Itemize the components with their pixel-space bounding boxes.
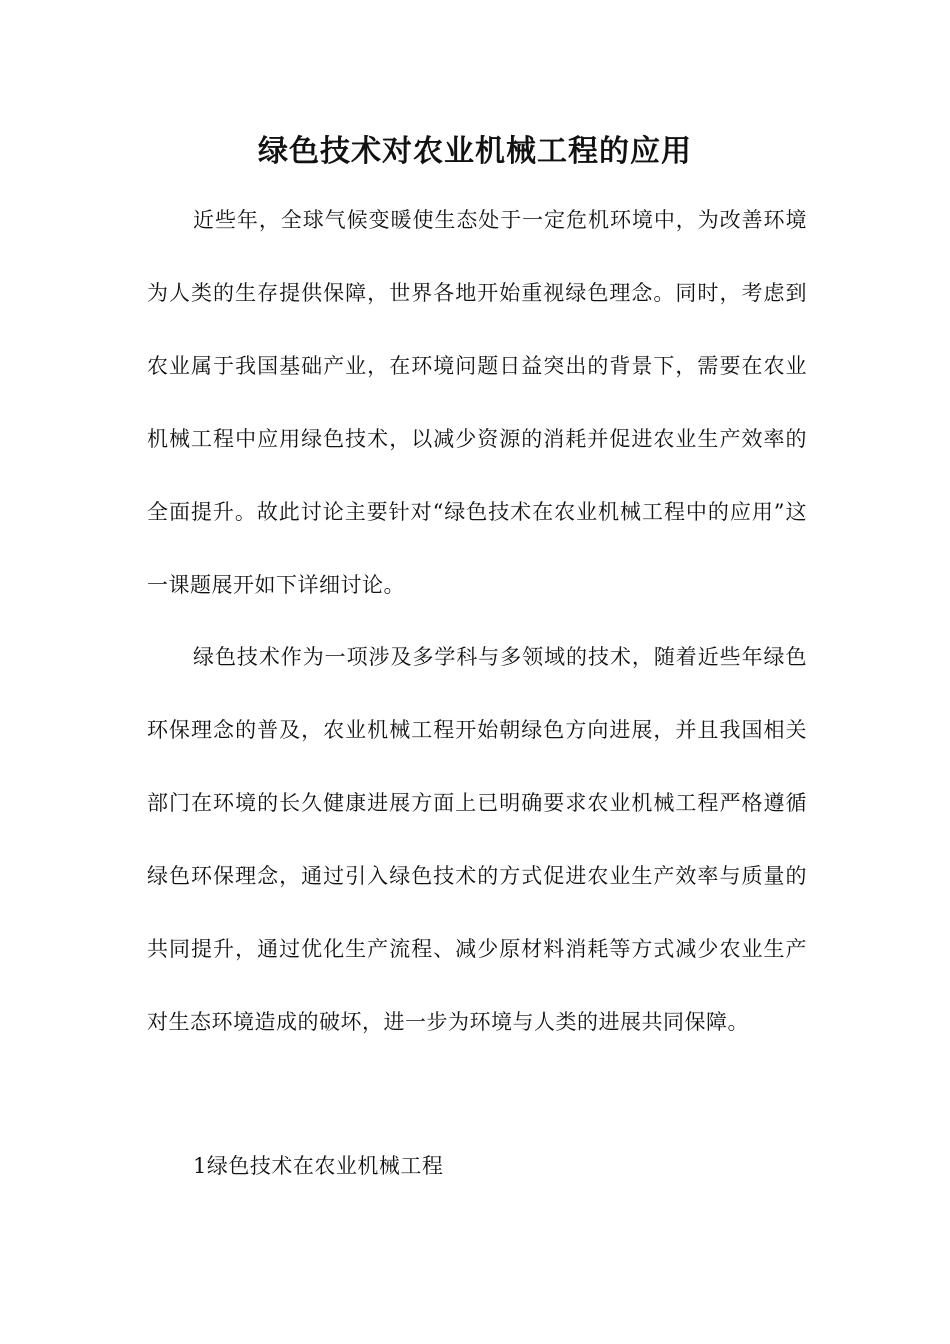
paragraph-green-tech: 绿色技术作为一项涉及多学科与多领域的技术，随着近些年绿色环保理念的普及，农业机械工程开始朝绿色方向进展，并且我国相关部门在环境的长久健康进展方面上已明确要求农业机械工程严格遵循绿色环保理念，通过引入绿色技术的方式促进农业生产效率与质量的共同提升，通过优化生产流程、减少原材料消耗等方式减少农业生产对生态环境造成的破坏，进一步为环境与人类的进展共同保障。 bbox=[147, 645, 807, 1034]
paragraph-intro: 近些年，全球气候变暖使生态处于一定危机环境中，为改善环境为人类的生存提供保障，世界各地开始重视绿色理念。同时，考虑到农业属于我国基础产业，在环境问题日益突出的背景下，需要在农业机械工程中应用绿色技术，以减少资源的消耗并促进农业生产效率的全面提升。故此讨论主要针对“绿色技术在农业机械工程中的应用”这一课题展开如下详细讨论。 bbox=[147, 208, 807, 597]
section-heading: 1绿色技术在农业机械工程 bbox=[193, 1154, 444, 1178]
document-title: 绿色技术对农业机械工程的应用 bbox=[258, 134, 692, 169]
